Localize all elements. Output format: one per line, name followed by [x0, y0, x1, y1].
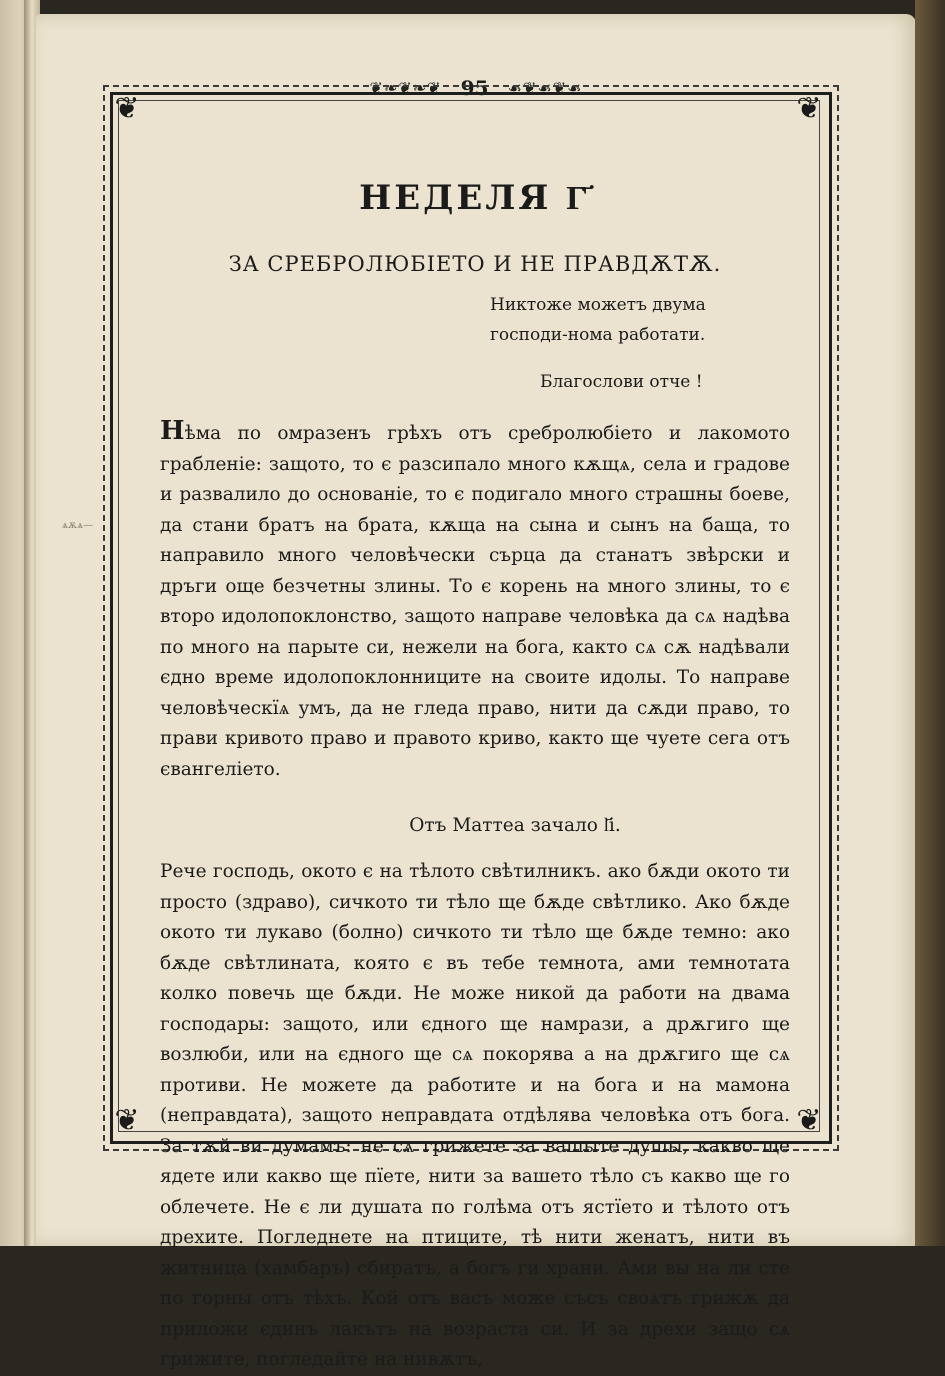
- ornament-left-icon: ❦❧❦❧❦: [369, 78, 442, 98]
- section-subtitle: ЗА СРЕБРОЛЮБІЕТО И НЕ ПРАВДѪТѪ.: [228, 252, 722, 276]
- gospel-reading-paragraph: Рече господь, окото є на тѣлото свѣтилникъ. ако бѫди окото ти просто (здраво), сичкото ти тѣло ще бѫде свѣтлико. Ако бѫде окото ти лукаво (болно) сичкото ти тѣло ще бѫде темно: ако бѫде свѣтлината, която є въ тебе темнота, ами темнотата колко повечь ще бѫди. Не може никой да работи на двама господары: защото, или єдного ще намрази, а дрѫгиго ще возлюби, или на єдного ще сѧ покорява а на дрѫгиго ще сѧ противи. Не можете да работите и на бога и на мамона (неправдата), защото неправдата отдѣлява человѣка отъ бога. За тѫй ви думамъ: не сѧ грижете за вашыте душы, какво ще ядете или какво ще пїете, нити за вашето тѣло съ какво ще го облечете. Не є ли душата по голѣма отъ ястїето и тѣлото отъ дрехите. Погледнете на птиците, тѣ нити женатъ, нити въ житница (хамбаръ) сбиратъ, а богъ ги храни. Ами вы на ли сте по горны отъ тѣхъ. Кой отъ васъ може съсъ своѧтъ грижѫ да приложи єдинъ лакътъ на возраста си. И за дрехи защо сѧ грижите, погледайте на нивѫтъ,: [160, 861, 790, 1370]
- corner-ornament-top-left-icon: ❦: [114, 91, 140, 126]
- epigraph: Никтоже можетъ двума господи-нома работати.: [490, 295, 706, 345]
- blessing: Благослови отче !: [540, 372, 703, 392]
- corner-ornament-bottom-left-icon: ❦: [114, 1103, 140, 1138]
- margin-note: ѧѫѧ—: [62, 520, 93, 531]
- ornament-right-icon: ☙❦☙❦☙: [507, 78, 583, 98]
- page-number: 95: [460, 76, 489, 100]
- corner-ornament-top-right-icon: ❦: [796, 91, 822, 126]
- drop-cap: Н: [160, 416, 185, 446]
- page-title: НЕДЕЛЯ Г҃: [359, 178, 591, 218]
- corner-ornament-bottom-right-icon: ❦: [796, 1103, 822, 1138]
- page-outer-edge: [915, 0, 945, 1246]
- sermon-paragraph: [160, 416, 790, 785]
- page-content: [160, 160, 790, 1376]
- reading-heading: Отъ Маттеа зачало ӏ҃і.: [409, 815, 621, 836]
- sermon-text: ѣма по омразенъ грѣхъ отъ сребролюбіето и лакомото грабленіе: защото, то є разсипало много кѫщѧ, села и градове и развалило до основаніе, то є подигало много страшны боеве, да стани братъ на брата, кѫща на сына и сынъ на баща, то направило много человѣчески сърца да станатъ звѣрски и дръги още безчетны злины. То є корень на много злины, то є второ идолопоклонство, защото направе человѣка да сѧ надѣва по много на парыте си, нежели на бога, както сѧ сѫ надѣвали єдно време идолопоклонниците на своите идолы. То направе человѣческїѧ умъ, да не гледа право, нити да сѫди право, то прави кривото право и правото криво, както ще чуете сега отъ євангеліето.: [160, 423, 790, 780]
